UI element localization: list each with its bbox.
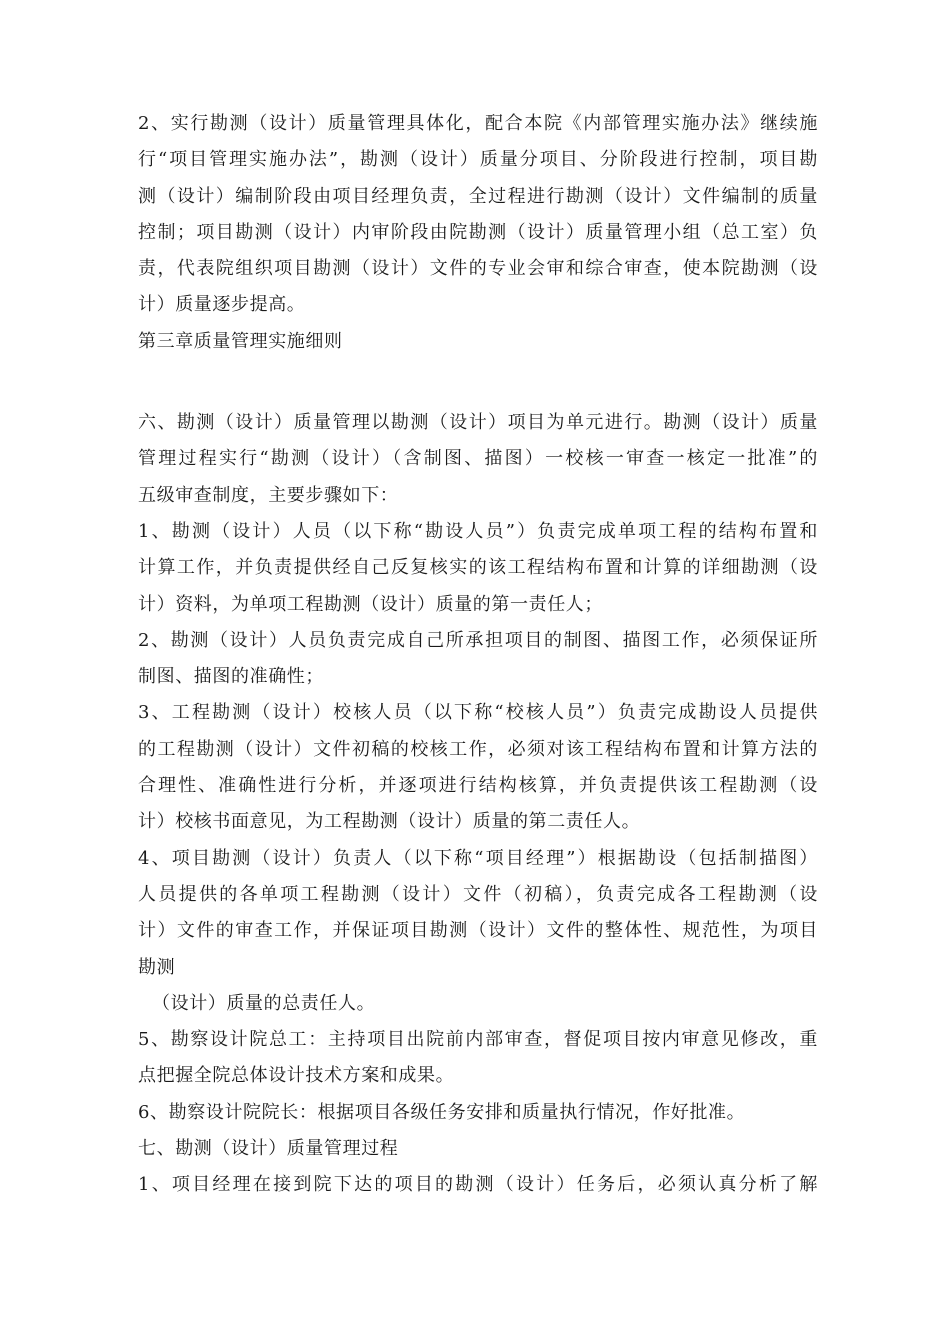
text-line: 行“项目管理实施办法”，勘测（设计）质量分项目、分阶段进行控制，项目勘 <box>138 149 818 171</box>
text-line: 管理过程实行“勘测（设计）（含制图、描图）一校核一审查一核定一批准”的 <box>138 448 818 470</box>
text-line: 计）校核书面意见，为工程勘测（设计）质量的第二责任人。 <box>138 811 641 833</box>
indented-text-line: （设计）质量的总责任人。 <box>152 992 376 1014</box>
text-line: 测（设计）编制阶段由项目经理负责，全过程进行勘测（设计）文件编制的质量 <box>138 185 818 207</box>
text-line: 1、勘测（设计）人员（以下称“勘设人员”）负责完成单项工程的结构布置和 <box>138 520 818 542</box>
text-line: 2、勘测（设计）人员负责完成自己所承担项目的制图、描图工作，必须保证所 <box>138 629 818 651</box>
text-line: 责，代表院组织项目勘测（设计）文件的专业会审和综合审查，使本院勘测（设 <box>138 258 818 280</box>
text-line: 3、工程勘测（设计）校核人员（以下称“校核人员”）负责完成勘设人员提供 <box>138 702 818 724</box>
text-line: 计）质量逐步提高。 <box>138 294 306 316</box>
text-line: 6、勘察设计院院长：根据项目各级任务安排和质量执行情况，作好批准。 <box>138 1101 746 1123</box>
chapter-heading: 第三章质量管理实施细则 <box>138 330 343 352</box>
text-line: 计）文件的审查工作，并保证项目勘测（设计）文件的整体性、规范性，为项目 <box>138 920 818 942</box>
paragraph-section-7 <box>138 1022 818 1203</box>
text-line: 六、勘测（设计）质量管理以勘测（设计）项目为单元进行。勘测（设计）质量 <box>138 412 818 434</box>
paragraph-quality-management-2 <box>138 106 818 324</box>
text-line: 5、勘察设计院总工：主持项目出院前内部审查，督促项目按内审意见修改，重 <box>138 1029 818 1051</box>
text-line: 合理性、准确性进行分析，并逐项进行结构核算，并负责提供该工程勘测（设 <box>138 775 818 797</box>
text-line: 控制；项目勘测（设计）内审阶段由院勘测（设计）质量管理小组（总工室）负 <box>138 221 818 243</box>
text-line: 勘测 <box>138 956 176 978</box>
text-line: 人员提供的各单项工程勘测（设计）文件（初稿），负责完成各工程勘测（设 <box>138 883 818 905</box>
text-line: 点把握全院总体设计技术方案和成果。 <box>138 1065 455 1087</box>
blank-spacer <box>138 360 818 405</box>
paragraph-section-6 <box>138 405 818 986</box>
text-line: 的工程勘测（设计）文件初稿的校核工作，必须对该工程结构布置和计算方法的 <box>138 738 818 760</box>
text-line: 计算工作，并负责提供经自己反复核实的该工程结构布置和计算的详细勘测（设 <box>138 557 818 579</box>
text-line: 五级审查制度，主要步骤如下： <box>138 484 399 506</box>
text-line: 4、项目勘测（设计）负责人（以下称“项目经理”）根据勘设（包括制描图） <box>138 847 818 869</box>
text-line: 2、实行勘测（设计）质量管理具体化，配合本院《内部管理实施办法》继续施 <box>138 113 818 134</box>
text-line: 制图、描图的准确性； <box>138 666 324 688</box>
document-body <box>138 106 818 1204</box>
text-line: 计）资料，为单项工程勘测（设计）质量的第一责任人； <box>138 593 603 615</box>
section-heading: 七、勘测（设计）质量管理过程 <box>138 1138 399 1160</box>
text-line: 1、项目经理在接到院下达的项目的勘测（设计）任务后，必须认真分析了解 <box>138 1174 818 1196</box>
